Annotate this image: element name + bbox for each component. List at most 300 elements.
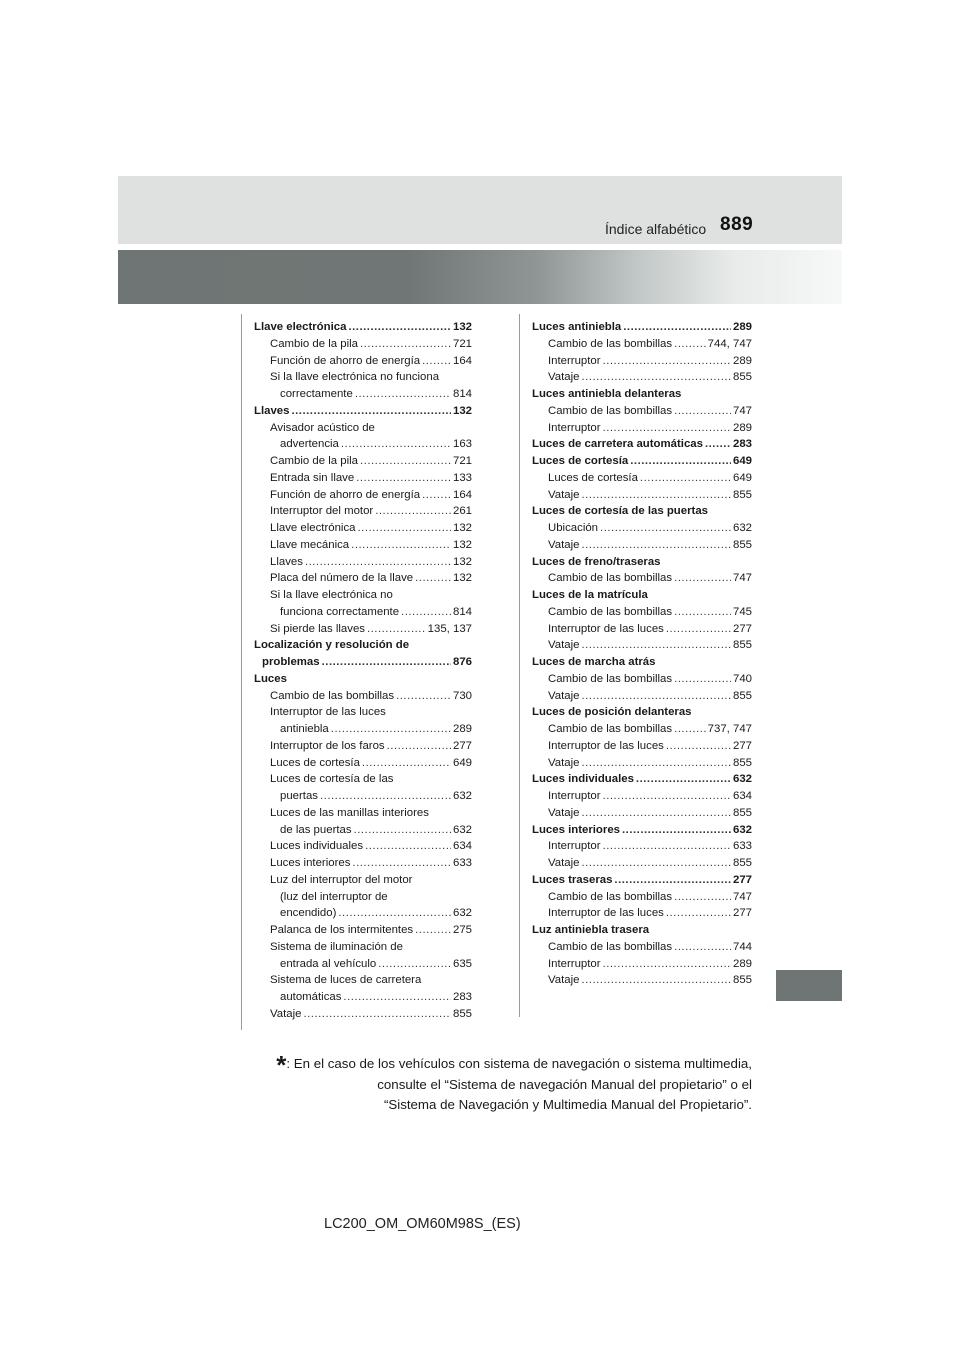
entry-page-number: 633	[732, 840, 752, 853]
entry-page-number: 649	[452, 756, 472, 769]
index-entry	[532, 487, 752, 504]
entry-text: Si la llave electrónica no	[270, 589, 393, 601]
index-entry	[254, 905, 472, 922]
chapter-side-tab	[776, 970, 842, 1001]
index-entry	[254, 972, 472, 989]
entry-page-number: 164	[452, 354, 472, 367]
index-entry-heading	[532, 922, 752, 939]
index-entry-heading	[532, 554, 752, 571]
entry-text: Vataje	[270, 1007, 302, 1020]
leader-dots	[341, 436, 451, 453]
entry-text: Luces antiniebla delanteras	[532, 388, 682, 400]
index-entry	[254, 688, 472, 705]
entry-page-number: 635	[452, 957, 472, 970]
leader-dots	[375, 503, 451, 520]
leader-dots	[378, 956, 451, 973]
entry-text: Luces de carretera automáticas	[532, 438, 703, 451]
entry-text: Si pierde las llaves	[270, 622, 365, 635]
entry-text: Cambio de las bombillas	[548, 404, 673, 417]
entry-text: funciona correctamente	[280, 605, 400, 618]
entry-page-number: 633	[452, 857, 472, 869]
index-entry	[254, 336, 472, 353]
entry-text: advertencia	[280, 438, 339, 451]
leader-dots	[603, 838, 731, 855]
index-entry	[254, 704, 472, 721]
entry-page-number: 132	[452, 321, 472, 333]
index-entry-heading	[532, 436, 752, 453]
entry-page-number: 855	[732, 857, 752, 869]
index-entry	[532, 855, 752, 872]
entry-text: Luces de cortesía de las	[270, 773, 394, 786]
index-entry-heading	[532, 822, 752, 839]
entry-text: automáticas	[280, 991, 342, 1003]
index-entry-heading	[532, 704, 752, 721]
entry-page-number: 632	[452, 907, 472, 920]
leader-dots	[581, 805, 731, 822]
leader-dots	[356, 470, 451, 487]
leader-dots	[581, 755, 731, 772]
index-entry-heading	[254, 403, 472, 420]
index-entry	[532, 637, 752, 654]
leader-dots	[581, 688, 731, 705]
leader-dots	[303, 1006, 451, 1023]
leader-dots	[581, 972, 731, 989]
leader-dots	[387, 738, 451, 755]
index-entry	[532, 905, 752, 922]
leader-dots	[291, 403, 451, 420]
entry-page-number: 283	[452, 991, 472, 1003]
entry-text: Cambio de las bombillas	[548, 723, 673, 735]
entry-page-number: 164	[452, 488, 472, 501]
index-entry-heading	[532, 872, 752, 889]
entry-page-number: 721	[452, 337, 472, 350]
entry-text: Luz antiniebla trasera	[532, 924, 650, 936]
entry-page-number: 634	[732, 790, 752, 802]
leader-dots	[362, 755, 451, 772]
entry-page-number: 730	[452, 689, 472, 702]
entry-text: Interruptor del motor	[270, 505, 374, 518]
entry-text: Cambio de la pila	[270, 337, 359, 350]
entry-text: antiniebla	[280, 723, 329, 735]
index-entry	[254, 470, 472, 487]
leader-dots	[614, 872, 731, 889]
leader-dots	[705, 436, 731, 453]
entry-page-number: 721	[452, 455, 472, 467]
index-entry	[532, 788, 752, 805]
entry-text: Luces interiores	[270, 857, 351, 869]
index-entry	[532, 537, 752, 554]
index-entry	[254, 587, 472, 604]
entry-page-number: 133	[452, 471, 472, 484]
entry-page-number: 283	[732, 438, 752, 451]
index-entry	[532, 838, 752, 855]
leader-dots	[674, 336, 706, 353]
leader-dots	[622, 822, 731, 839]
leader-dots	[305, 554, 451, 571]
index-entry-heading	[254, 637, 472, 654]
entry-page-number: 855	[732, 806, 752, 819]
entry-page-number: 855	[732, 689, 752, 702]
index-column-left	[254, 319, 472, 1023]
entry-text: puertas	[280, 790, 318, 802]
entry-text: Luces traseras	[532, 873, 613, 886]
entry-text: Vataje	[548, 974, 580, 987]
entry-text: Luces de freno/traseras	[532, 555, 661, 568]
index-entry	[532, 939, 752, 956]
footnote	[250, 1050, 752, 1115]
index-entry	[254, 621, 472, 638]
index-entry	[532, 688, 752, 705]
index-entry	[254, 755, 472, 772]
footnote-marker: *	[276, 1050, 287, 1080]
leader-dots	[630, 453, 731, 470]
leader-dots	[365, 838, 451, 855]
entry-text: Entrada sin llave	[270, 471, 355, 484]
index-entry	[254, 386, 472, 403]
index-entry	[532, 755, 752, 772]
index-entry-heading	[532, 654, 752, 671]
entry-text: Luces individuales	[270, 840, 364, 853]
footnote-line-1-text: : En el caso de los vehículos con sistema de navegación o sistema multimedia,	[286, 1056, 752, 1071]
index-entry	[254, 537, 472, 554]
entry-text: Palanca de los intermitentes	[270, 924, 414, 936]
entry-text: Llaves	[254, 404, 290, 417]
index-entry	[532, 420, 752, 437]
entry-text: Placa del número de la llave	[270, 572, 414, 585]
entry-page-number: 632	[452, 790, 472, 802]
entry-text: Luces de cortesía	[532, 455, 629, 467]
entry-page-number: 277	[732, 739, 752, 752]
entry-text: Luces de las manillas interiores	[270, 806, 429, 819]
entry-text: Vataje	[548, 806, 580, 819]
index-entry-heading	[532, 771, 752, 788]
entry-text: Interruptor	[548, 354, 601, 367]
leader-dots	[600, 520, 731, 537]
entry-page-number: 649	[732, 471, 752, 484]
index-entry-heading	[254, 654, 472, 671]
leader-dots	[351, 537, 451, 554]
leader-dots	[367, 621, 426, 638]
index-entry	[532, 604, 752, 621]
index-entry	[532, 470, 752, 487]
index-entry	[532, 972, 752, 989]
entry-text: Cambio de las bombillas	[270, 689, 395, 702]
entry-page-number: 855	[732, 488, 752, 501]
entry-text: Vataje	[548, 488, 580, 501]
entry-page-number: 289	[732, 957, 752, 970]
leader-dots	[338, 905, 451, 922]
leader-dots	[603, 353, 731, 370]
leader-dots	[603, 956, 731, 973]
index-entry-heading	[254, 319, 472, 336]
right-column-rule	[519, 314, 520, 1017]
entry-text: Ubicación	[548, 522, 599, 534]
leader-dots	[343, 989, 451, 1006]
entry-text: Localización y resolución de	[254, 639, 410, 652]
index-entry-heading	[532, 453, 752, 470]
entry-text: Luces de marcha atrás	[532, 656, 656, 668]
index-entry	[254, 855, 472, 872]
entry-page-number: 744	[732, 940, 752, 953]
leader-dots	[581, 487, 731, 504]
entry-text: Luces de cortesía	[548, 471, 638, 484]
leader-dots	[581, 537, 731, 554]
entry-text: Luces de posición delanteras	[532, 706, 692, 719]
entry-text: Vataje	[548, 371, 580, 384]
entry-text: Llave electrónica	[254, 321, 347, 333]
index-entry	[254, 889, 472, 906]
entry-text: Luces interiores	[532, 823, 620, 836]
entry-page-number: 132	[452, 572, 472, 585]
entry-text: Vataje	[548, 689, 580, 702]
entry-page-number: 277	[732, 622, 752, 635]
leader-dots	[322, 654, 451, 671]
entry-page-number: 855	[732, 639, 752, 652]
entry-page-number: 876	[452, 656, 472, 668]
entry-page-number: 740	[732, 672, 752, 685]
entry-text: problemas	[262, 656, 320, 668]
entry-text: de las puertas	[280, 823, 352, 836]
index-entry	[254, 822, 472, 839]
entry-text: Si la llave electrónica no funciona	[270, 371, 440, 384]
leader-dots	[360, 453, 451, 470]
entry-page-number: 132	[452, 404, 472, 417]
entry-text: Cambio de las bombillas	[548, 940, 673, 953]
index-entry	[532, 520, 752, 537]
entry-page-number: 744, 747	[707, 337, 752, 350]
entry-page-number: 289	[732, 421, 752, 434]
header-gradient-band	[118, 250, 842, 304]
left-column-rule	[241, 314, 242, 1030]
entry-text: Cambio de las bombillas	[548, 890, 673, 903]
footnote-line-1	[250, 1050, 752, 1080]
entry-page-number: 132	[452, 538, 472, 551]
leader-dots	[354, 822, 451, 839]
index-entry	[532, 671, 752, 688]
leader-dots	[666, 738, 731, 755]
leader-dots	[415, 570, 451, 587]
entry-page-number: 855	[732, 371, 752, 384]
leader-dots	[674, 604, 731, 621]
entry-page-number: 747	[732, 572, 752, 585]
entry-text: Cambio de las bombillas	[548, 337, 673, 350]
entry-page-number: 163	[452, 438, 472, 451]
index-column-right	[532, 319, 752, 989]
index-entry	[254, 939, 472, 956]
index-entry	[254, 570, 472, 587]
entry-page-number: 737, 747	[707, 723, 752, 735]
entry-page-number: 261	[452, 505, 472, 518]
entry-text: Luces de cortesía de las puertas	[532, 505, 708, 518]
entry-page-number: 132	[452, 522, 472, 534]
index-entry	[254, 771, 472, 788]
entry-text: Luces de cortesía	[270, 756, 360, 769]
page-number: 889	[720, 214, 754, 235]
entry-text: Luz del interruptor del motor	[270, 873, 413, 886]
leader-dots	[666, 905, 731, 922]
entry-text: Avisador acústico de	[270, 421, 375, 434]
index-entry	[254, 353, 472, 370]
index-entry	[532, 738, 752, 755]
entry-page-number: 855	[732, 756, 752, 769]
entry-text: Luces antiniebla	[532, 321, 622, 333]
entry-page-number: 277	[732, 907, 752, 920]
entry-page-number: 277	[732, 873, 752, 886]
leader-dots	[666, 621, 731, 638]
leader-dots	[674, 721, 706, 738]
leader-dots	[581, 855, 731, 872]
index-entry	[254, 956, 472, 973]
entry-text: Cambio de las bombillas	[548, 672, 673, 685]
leader-dots	[674, 889, 731, 906]
index-entry	[254, 721, 472, 738]
leader-dots	[581, 369, 731, 386]
leader-dots	[357, 520, 451, 537]
entry-text: Vataje	[548, 639, 580, 652]
entry-text: Interruptor de los faros	[270, 739, 385, 752]
entry-page-number: 632	[732, 823, 752, 836]
index-entry-heading	[532, 319, 752, 336]
entry-page-number: 855	[732, 974, 752, 987]
leader-dots	[348, 319, 451, 336]
entry-text: Luces individuales	[532, 773, 634, 786]
leader-dots	[674, 671, 731, 688]
index-entry	[254, 872, 472, 889]
entry-text: Interruptor	[548, 421, 601, 434]
entry-page-number: 814	[452, 605, 472, 618]
entry-page-number: 275	[452, 924, 472, 936]
leader-dots	[422, 487, 451, 504]
entry-page-number: 289	[452, 723, 472, 735]
index-entry	[254, 922, 472, 939]
entry-text: Cambio de las bombillas	[548, 605, 673, 618]
leader-dots	[355, 386, 451, 403]
leader-dots	[674, 570, 731, 587]
index-entry	[532, 403, 752, 420]
leader-dots	[422, 353, 451, 370]
index-entry	[532, 889, 752, 906]
index-entry	[254, 989, 472, 1006]
leader-dots	[320, 788, 451, 805]
index-entry	[532, 336, 752, 353]
leader-dots	[396, 688, 451, 705]
leader-dots	[331, 721, 451, 738]
index-entry	[532, 721, 752, 738]
entry-text: Sistema de luces de carretera	[270, 974, 422, 987]
entry-text: entrada al vehículo	[280, 957, 377, 970]
footnote-line-2: consulte el “Sistema de navegación Manual del propietario” o el	[377, 1077, 752, 1092]
entry-page-number: 855	[452, 1007, 472, 1020]
leader-dots	[674, 403, 731, 420]
index-entry	[254, 520, 472, 537]
entry-text: Interruptor	[548, 957, 601, 970]
entry-text: Llave electrónica	[270, 522, 356, 534]
leader-dots	[581, 637, 731, 654]
index-entry	[254, 369, 472, 386]
leader-dots	[623, 319, 731, 336]
entry-text: Llaves	[270, 555, 303, 568]
entry-page-number: 289	[732, 354, 752, 367]
index-entry	[254, 738, 472, 755]
entry-page-number: 855	[732, 538, 752, 551]
entry-text: Luces de la matrícula	[532, 589, 648, 601]
index-entry	[254, 805, 472, 822]
footnote-line-3: “Sistema de Navegación y Multimedia Manual del Propietario”.	[383, 1097, 752, 1112]
index-entry-heading	[532, 503, 752, 520]
entry-page-number: 634	[452, 840, 472, 853]
index-entry	[532, 621, 752, 638]
index-entry	[254, 788, 472, 805]
leader-dots	[603, 420, 731, 437]
leader-dots	[401, 604, 451, 621]
leader-dots	[674, 939, 731, 956]
entry-text: Llave mecánica	[270, 538, 350, 551]
index-entry	[254, 1006, 472, 1023]
entry-text: Vataje	[548, 538, 580, 551]
entry-text: encendido)	[280, 907, 337, 920]
leader-dots	[360, 336, 451, 353]
section-title: Índice alfabético	[605, 221, 707, 237]
leader-dots	[415, 922, 451, 939]
entry-text: Cambio de las bombillas	[548, 572, 673, 585]
entry-page-number: 289	[732, 321, 752, 333]
entry-text: Vataje	[548, 857, 580, 869]
index-entry	[532, 805, 752, 822]
entry-page-number: 632	[732, 522, 752, 534]
index-entry	[532, 369, 752, 386]
entry-text: Interruptor de las luces	[548, 907, 664, 920]
entry-text: Luces	[254, 672, 287, 685]
index-entry	[254, 838, 472, 855]
index-entry	[532, 353, 752, 370]
entry-page-number: 132	[452, 555, 472, 568]
entry-text: Interruptor	[548, 790, 601, 802]
index-entry	[254, 453, 472, 470]
index-entry	[532, 570, 752, 587]
entry-page-number: 747	[732, 890, 752, 903]
entry-text: Interruptor de las luces	[548, 622, 664, 635]
entry-text: correctamente	[280, 388, 353, 400]
entry-page-number: 649	[732, 455, 752, 467]
index-entry	[532, 956, 752, 973]
index-entry-heading	[532, 386, 752, 403]
index-entry	[254, 554, 472, 571]
leader-dots	[352, 855, 451, 872]
entry-text: Interruptor	[548, 840, 601, 853]
entry-page-number: 745	[732, 605, 752, 618]
index-entry	[254, 436, 472, 453]
entry-page-number: 747	[732, 404, 752, 417]
entry-page-number: 814	[452, 388, 472, 400]
index-entry	[254, 487, 472, 504]
entry-text: Sistema de iluminación de	[270, 940, 403, 953]
entry-text: Cambio de la pila	[270, 455, 359, 467]
entry-page-number: 277	[452, 739, 472, 752]
leader-dots	[603, 788, 731, 805]
document-code: LC200_OM_OM60M98S_(ES)	[324, 1216, 521, 1232]
entry-page-number: 632	[452, 823, 472, 836]
index-entry-heading	[532, 587, 752, 604]
entry-text: Función de ahorro de energía	[270, 488, 421, 501]
entry-text: Función de ahorro de energía	[270, 354, 421, 367]
entry-text: (luz del interruptor de	[280, 890, 388, 903]
index-entry	[254, 604, 472, 621]
entry-page-number: 135, 137	[427, 622, 472, 635]
index-entry	[254, 420, 472, 437]
leader-dots	[636, 771, 731, 788]
index-entry-heading	[254, 671, 472, 688]
entry-text: Vataje	[548, 756, 580, 769]
